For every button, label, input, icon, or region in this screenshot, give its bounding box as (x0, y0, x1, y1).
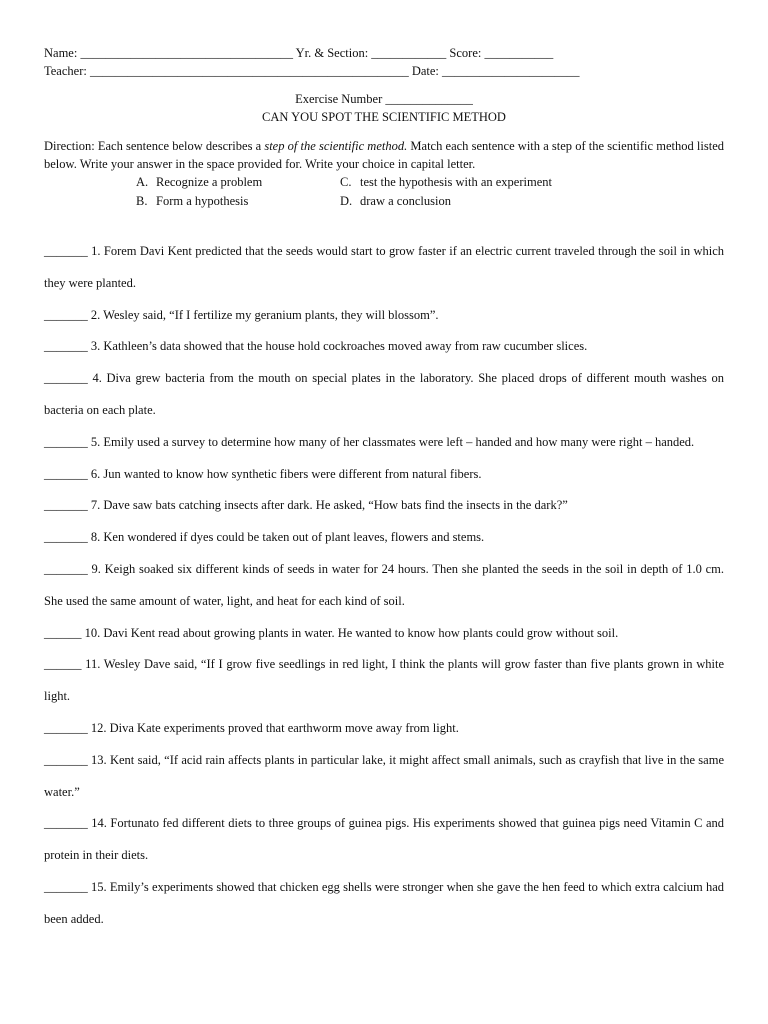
choice-text: Form a hypothesis (156, 194, 249, 208)
question-item-8: _______ 8. Ken wondered if dyes could be taken out of plant leaves, flowers and stems. (44, 530, 485, 545)
question-item-7: _______ 7. Dave saw bats catching insects after dark. He asked, “How bats find the insects in the dark?” (44, 498, 568, 513)
exercise-number: Exercise Number ______________ (295, 92, 473, 106)
choice-text: test the hypothesis with an experiment (360, 175, 552, 189)
question-item-14: _______ 14. Fortunato fed different diets to three groups of guinea pigs. His experiments showed that guinea pigs need Vitamin C and protein in their diets. (44, 816, 724, 863)
question-item-6: _______ 6. Jun wanted to know how synthetic fibers were different from natural fibers. (44, 466, 482, 481)
question-item-1: _______ 1. Forem Davi Kent predicted that the seeds would start to grow faster if an electric current traveled through the soil in which they were planted. (44, 244, 724, 290)
question-item-15: _______ 15. Emily’s experiments showed that chicken egg shells were stronger when she gave the hen feed to which extra calcium had been added. (44, 879, 724, 926)
page-title: CAN YOU SPOT THE SCIENTIFIC METHOD (262, 110, 506, 124)
choice-letter: C. (340, 175, 352, 189)
direction-emphasis: step of the scientific method. (264, 139, 408, 153)
question-item-5: _______ 5. Emily used a survey to determine how many of her classmates were left – handed and how many were right – handed. (44, 434, 695, 449)
choice-text: Recognize a problem (156, 175, 263, 189)
title-block (44, 90, 724, 126)
direction-text-before: Direction: Each sentence below describes a (44, 139, 265, 153)
question-item-10: ______ 10. Davi Kent read about growing plants in water. He wanted to know how plants could grow without soil. (44, 625, 619, 640)
worksheet (44, 44, 724, 936)
choices-list (136, 173, 656, 211)
choice-letter: A. (136, 175, 149, 189)
choice-letter: B. (136, 194, 148, 208)
direction-text-after: Match each sentence with a step of the scientific method listed below. Write your answer in the space provided for. Write your choice in capital letter. (44, 139, 724, 171)
question-list (44, 236, 724, 936)
choice-c (340, 173, 656, 192)
question-item-9: _______ 9. Keigh soaked six different kinds of seeds in water for 24 hours. Then she planted the seeds in the soil in depth of 1.0 cm. She used the same amount of water, light, and heat for each kind of soil. (44, 561, 724, 608)
question-item-2: _______ 2. Wesley said, “If I fertilize my geranium plants, they will blossom”. (44, 307, 439, 322)
choice-text: draw a conclusion (360, 194, 451, 208)
header-teacher-line: Teacher: ___________________________________________________ Date: ______________________ (44, 64, 580, 78)
question-item-11: ______ 11. Wesley Dave said, “If I grow five seedlings in red light, I think the plants will grow faster than five plants grown in white light. (44, 657, 724, 704)
question-item-12: _______ 12. Diva Kate experiments proved that earthworm move away from light. (44, 720, 459, 735)
choice-letter: D. (340, 194, 353, 208)
header-name-line: Name: __________________________________ Yr. & Section: ____________ Score: ___________ (44, 46, 554, 60)
choice-b (136, 192, 340, 211)
direction-paragraph (44, 137, 724, 173)
choice-a (136, 173, 340, 192)
question-item-4: _______ 4. Diva grew bacteria from the mouth on special plates in the laboratory. She placed drops of different mouth washes on bacteria on each plate. (44, 371, 724, 417)
choice-d (340, 192, 656, 211)
question-item-3: _______ 3. Kathleen’s data showed that the house hold cockroaches moved away from raw cucumber slices. (44, 339, 588, 354)
question-item-13: _______ 13. Kent said, “If acid rain affects plants in particular lake, it might affect small animals, such as crayfish that live in the same water.” (44, 752, 724, 799)
